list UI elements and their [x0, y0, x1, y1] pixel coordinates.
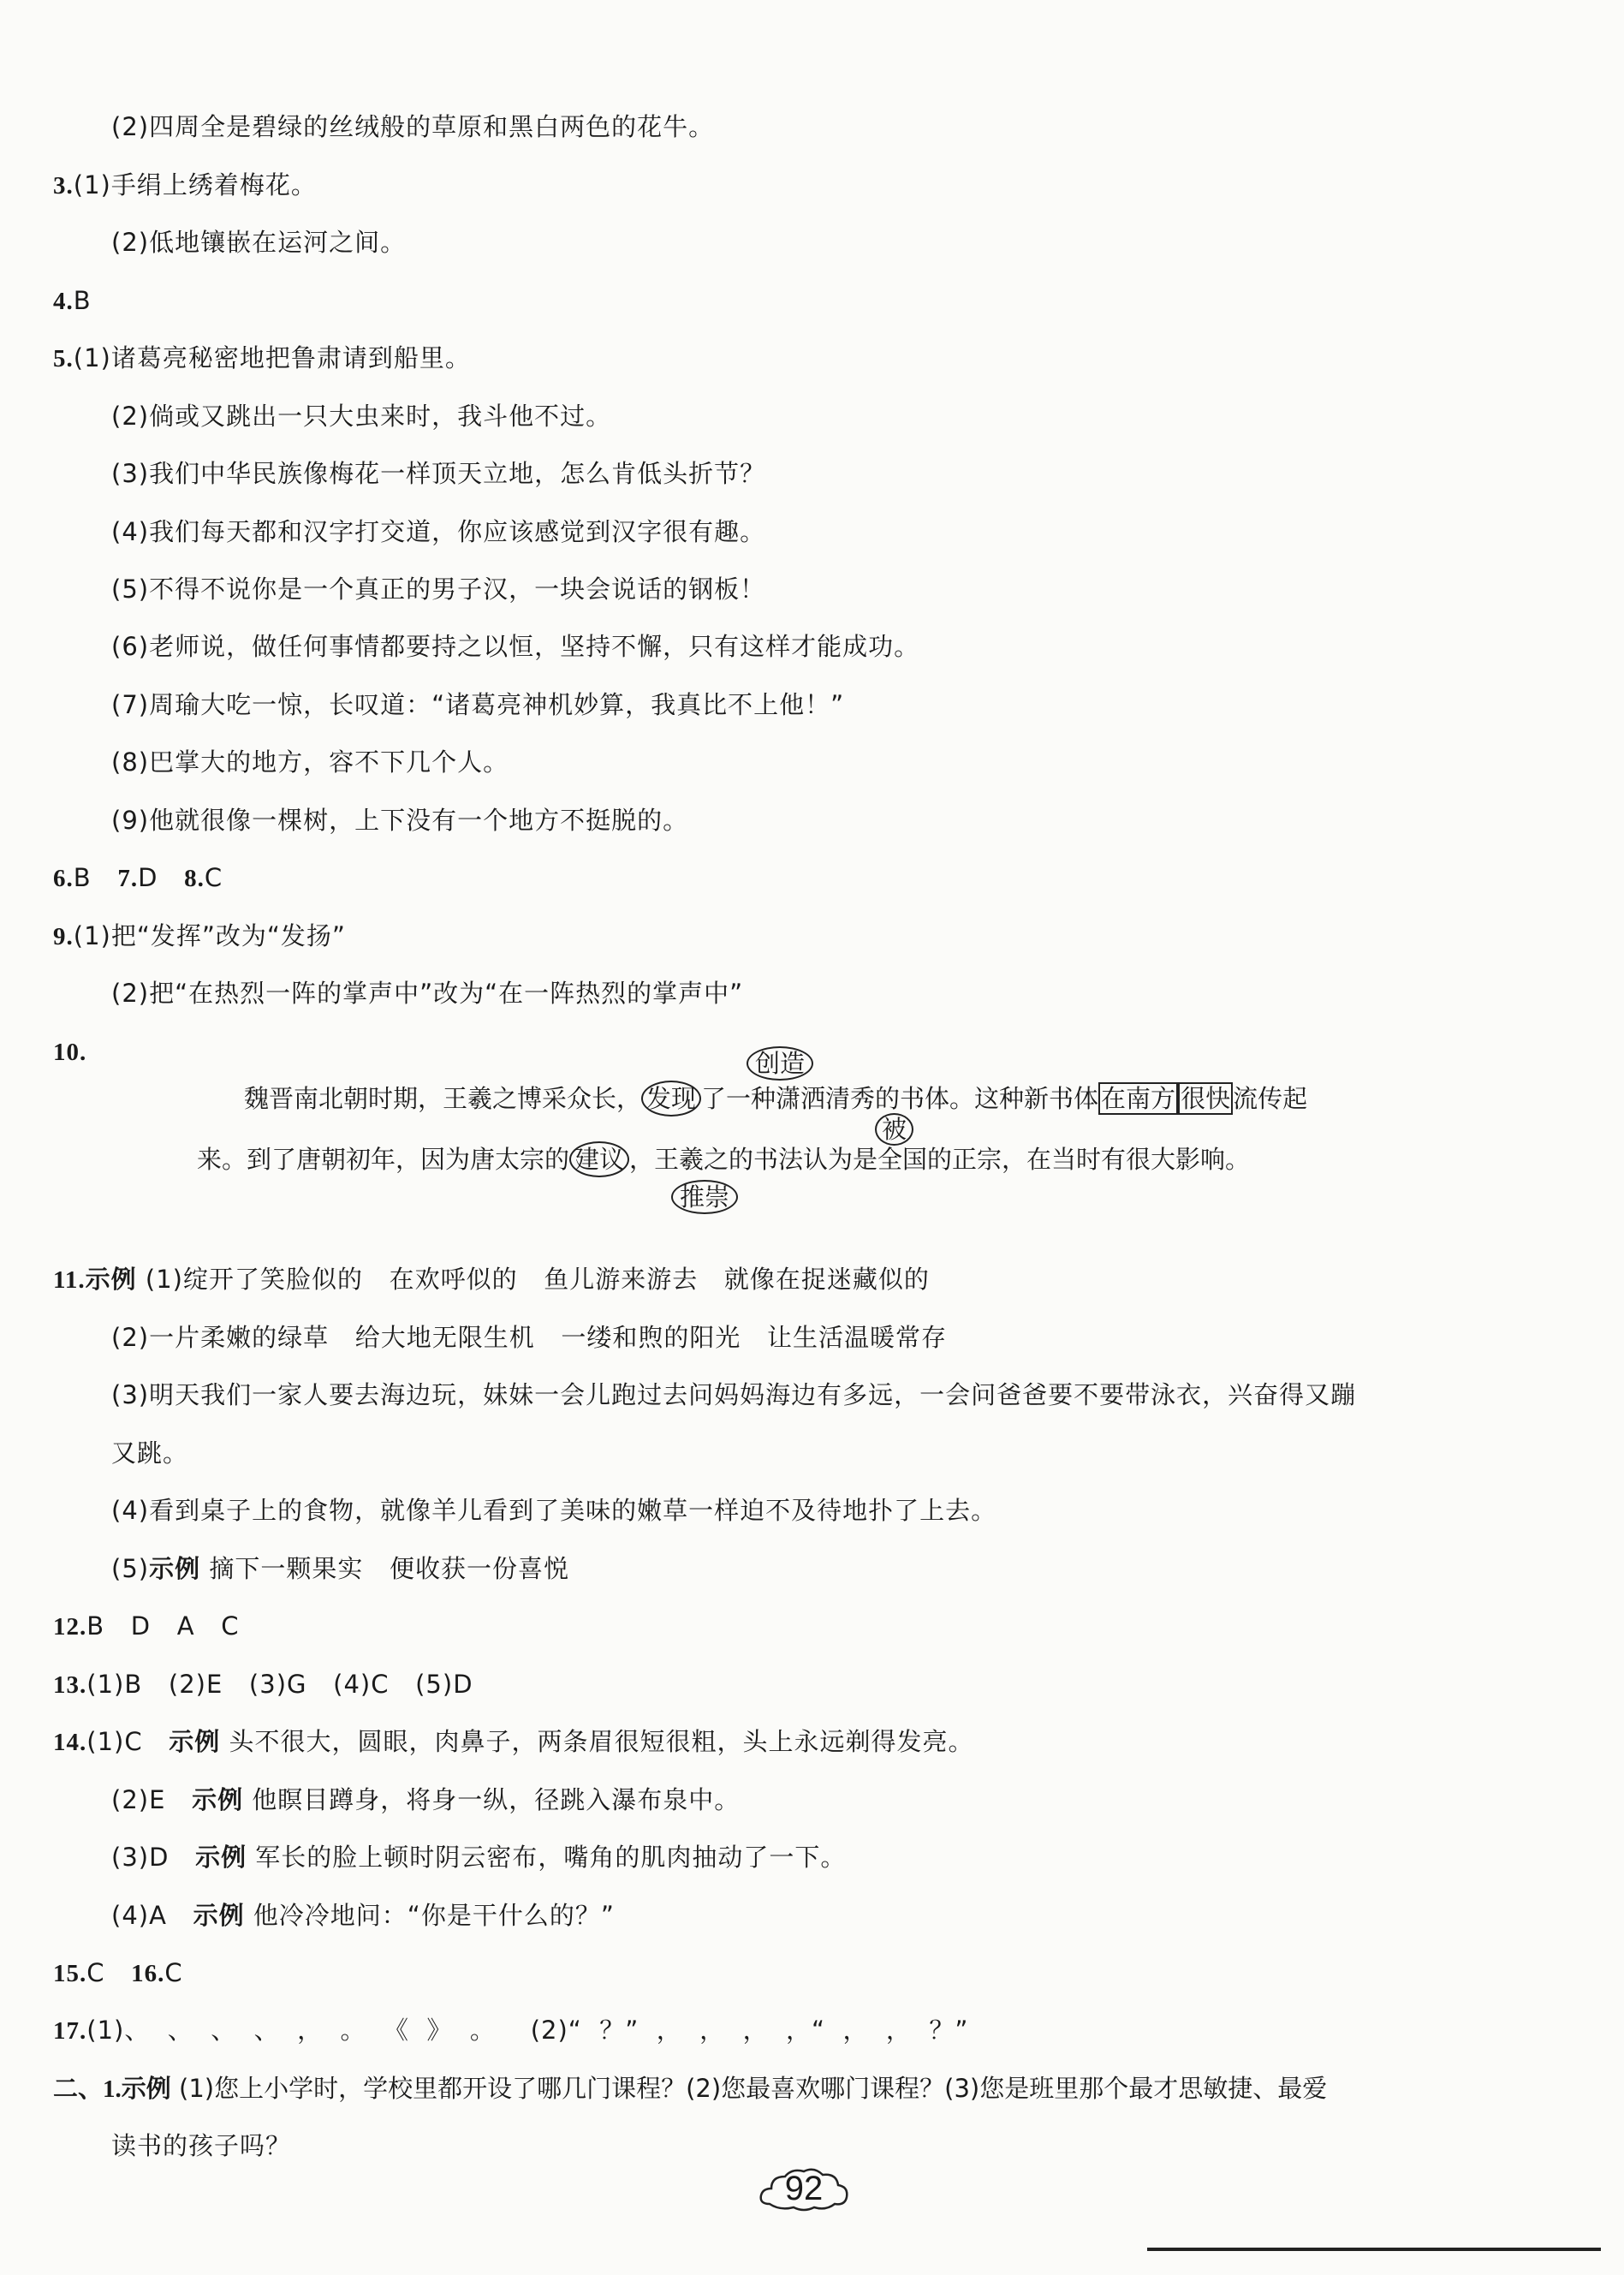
answer-line: 15.C 16.C	[53, 1958, 183, 1987]
circled-word: 建议	[569, 1141, 629, 1177]
page-number: 92	[784, 2170, 824, 2207]
answer-line: 11.示例 (1)绽开了笑脸似的 在欢呼似的 鱼儿游来游去 就像在捉迷藏似的	[53, 1265, 930, 1294]
answer-line: (7)周瑜大吃一惊，长叹道：“诸葛亮神机妙算，我真比不上他！”	[111, 690, 845, 719]
answer-line: (4)A 示例 他冷冷地问：“你是干什么的？”	[111, 1901, 615, 1930]
answer-line: 5.(1)诸葛亮秘密地把鲁肃请到船里。	[53, 343, 471, 372]
answer-line: 二、1.示例 (1)您上小学时，学校里都开设了哪几门课程？(2)您最喜欢哪门课程？(3)您是班里那个最才思敏捷、最爱	[53, 2074, 1328, 2103]
answer-line: (5)不得不说你是一个真正的男子汉，一块会说话的钢板！	[111, 575, 766, 604]
answer-line: 读书的孩子吗？	[111, 2131, 292, 2160]
boxed-word: 在南方	[1098, 1082, 1178, 1115]
annotation-chuangzao: 创造	[747, 1046, 813, 1081]
answer-line: (2)低地镶嵌在运河之间。	[111, 228, 407, 257]
annotation-bei: 被	[875, 1113, 913, 1146]
footer-rule	[1147, 2248, 1601, 2251]
answer-line: (2)把“在热烈一阵的掌声中”改为“在一阵热烈的掌声中”	[111, 979, 744, 1008]
answer-line: (4)我们每天都和汉字打交道，你应该感觉到汉字很有趣。	[111, 517, 766, 546]
passage-line-1: 魏晋南北朝时期，王羲之博采众长， 发现 了一种潇洒清秀的书体。这种新书体 在南方 很快 流传起	[244, 1081, 1307, 1116]
answer-line: 17.(1)、 、 、 、 ， 。 《 》 。 (2)“ ？” ， ， ， ，“ ， ， ？”	[53, 2016, 969, 2045]
boxed-word: 很快	[1178, 1082, 1233, 1115]
answer-line: 12.B D A C	[53, 1611, 240, 1641]
answer-line: 14.(1)C 示例 头不很大，圆眼，肉鼻子，两条眉很短很粗，头上永远剃得发亮。	[53, 1727, 974, 1756]
answer-line: (2)倘或又跳出一只大虫来时，我斗他不过。	[111, 402, 612, 431]
answer-line: (2)四周全是碧绿的丝绒般的草原和黑白两色的花牛。	[111, 112, 715, 141]
answer-line: 9.(1)把“发挥”改为“发扬”	[53, 921, 346, 950]
answer-line: 又跳。	[111, 1438, 189, 1468]
answer-line: (3)D 示例 军长的脸上顿时阴云密布，嘴角的肌肉抽动了一下。	[111, 1843, 847, 1872]
answer-line: 13.(1)B (2)E (3)G (4)C (5)D	[53, 1670, 473, 1699]
answer-line: 6.B 7.D 8.C	[53, 863, 223, 892]
answer-line: 10.	[53, 1039, 87, 1066]
answer-line: (5)示例 摘下一颗果实 便收获一份喜悦	[111, 1554, 569, 1583]
answer-line: (2)一片柔嫩的绿草 给大地无限生机 一缕和煦的阳光 让生活温暖常存	[111, 1323, 948, 1352]
answer-line: (3)我们中华民族像梅花一样顶天立地，怎么肯低头折节？	[111, 459, 766, 488]
answer-line: (6)老师说，做任何事情都要持之以恒，坚持不懈，只有这样才能成功。	[111, 632, 920, 661]
answer-line: (9)他就很像一棵树，上下没有一个地方不挺脱的。	[111, 806, 689, 835]
answer-line: (8)巴掌大的地方，容不下几个人。	[111, 747, 509, 777]
answer-line: (3)明天我们一家人要去海边玩，妹妹一会儿跑过去问妈妈海边有多远，一会问爸爸要不要带泳衣，兴奋得又蹦	[111, 1380, 1357, 1409]
annotation-tuichong: 推崇	[671, 1180, 738, 1214]
answer-line: 3.(1)手绢上绣着梅花。	[53, 170, 317, 200]
passage-line-2: 来。到了唐朝初年，因为唐太宗的 建议 ，王羲之的书法认为是全国的正宗，在当时有很大影响。	[197, 1142, 1250, 1176]
answer-line: 4.B	[53, 286, 92, 315]
circled-word: 发现	[641, 1081, 701, 1117]
answer-line: (2)E 示例 他瞑目蹲身，将身一纵，径跳入瀑布泉中。	[111, 1785, 741, 1814]
answer-line: (4)看到桌子上的食物，就像羊儿看到了美味的嫩草一样迫不及待地扑了上去。	[111, 1496, 997, 1525]
